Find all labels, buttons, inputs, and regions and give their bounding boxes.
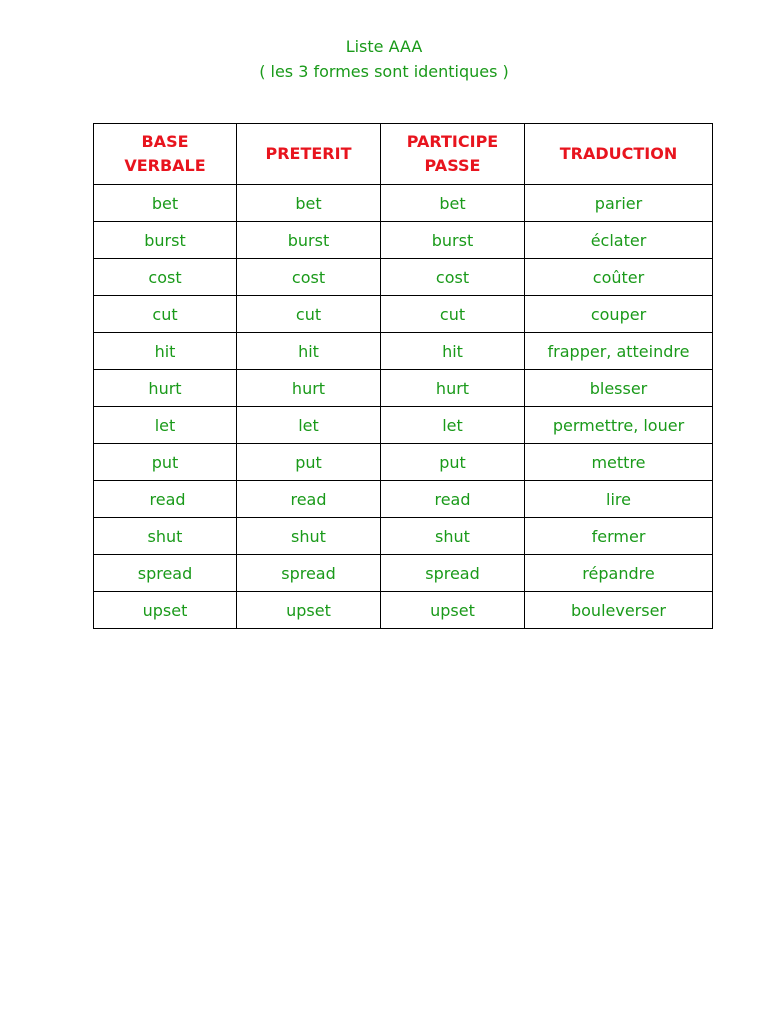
traduction-cell: blesser [525,370,713,407]
participe-passe-cell: shut [381,518,525,555]
base-verbale-cell: read [94,481,237,518]
participe-passe-cell: let [381,407,525,444]
base-verbale-cell: cut [94,296,237,333]
participe-passe-cell: bet [381,185,525,222]
participe-passe-cell: burst [381,222,525,259]
base-verbale-cell: upset [94,592,237,629]
column-header-participe-passe [381,124,525,185]
base-verbale-cell: spread [94,555,237,592]
table-body [94,185,713,629]
traduction-cell: couper [525,296,713,333]
preterit-cell: hurt [237,370,381,407]
table-header-row [94,124,713,185]
participe-passe-cell: hurt [381,370,525,407]
table-row [94,333,713,370]
participe-passe-cell: upset [381,592,525,629]
table-row [94,185,713,222]
preterit-cell: cut [237,296,381,333]
traduction-cell: coûter [525,259,713,296]
table-row [94,481,713,518]
participe-passe-cell: cut [381,296,525,333]
preterit-cell: burst [237,222,381,259]
preterit-cell: let [237,407,381,444]
column-header-traduction [525,124,713,185]
page-title: Liste AAA [345,37,423,56]
document-header [0,34,768,84]
preterit-cell: put [237,444,381,481]
column-header-line: PRETERIT [265,144,352,163]
traduction-cell: mettre [525,444,713,481]
traduction-cell: bouleverser [525,592,713,629]
base-verbale-cell: burst [94,222,237,259]
table-row [94,444,713,481]
table-row [94,518,713,555]
column-header-line: PASSE [424,156,481,175]
preterit-cell: read [237,481,381,518]
table-row [94,407,713,444]
base-verbale-cell: shut [94,518,237,555]
traduction-cell: parier [525,185,713,222]
irregular-verbs-table [93,123,713,629]
table-row [94,555,713,592]
base-verbale-cell: let [94,407,237,444]
table-row [94,222,713,259]
participe-passe-cell: spread [381,555,525,592]
column-header-line: BASE [141,132,189,151]
traduction-cell: lire [525,481,713,518]
traduction-cell: permettre, louer [525,407,713,444]
preterit-cell: upset [237,592,381,629]
column-header-line: TRADUCTION [559,144,678,163]
traduction-cell: frapper, atteindre [525,333,713,370]
participe-passe-cell: put [381,444,525,481]
column-header-line: PARTICIPE [406,132,499,151]
column-header-base-verbale [94,124,237,185]
page-subtitle: ( les 3 formes sont identiques ) [259,62,509,81]
base-verbale-cell: cost [94,259,237,296]
base-verbale-cell: hit [94,333,237,370]
preterit-cell: shut [237,518,381,555]
column-header-preterit [237,124,381,185]
base-verbale-cell: bet [94,185,237,222]
participe-passe-cell: cost [381,259,525,296]
base-verbale-cell: hurt [94,370,237,407]
table-row [94,370,713,407]
base-verbale-cell: put [94,444,237,481]
preterit-cell: hit [237,333,381,370]
traduction-cell: répandre [525,555,713,592]
traduction-cell: éclater [525,222,713,259]
preterit-cell: cost [237,259,381,296]
traduction-cell: fermer [525,518,713,555]
table-row [94,296,713,333]
table-row [94,592,713,629]
column-header-line: VERBALE [124,156,206,175]
table-row [94,259,713,296]
participe-passe-cell: read [381,481,525,518]
preterit-cell: bet [237,185,381,222]
preterit-cell: spread [237,555,381,592]
participe-passe-cell: hit [381,333,525,370]
